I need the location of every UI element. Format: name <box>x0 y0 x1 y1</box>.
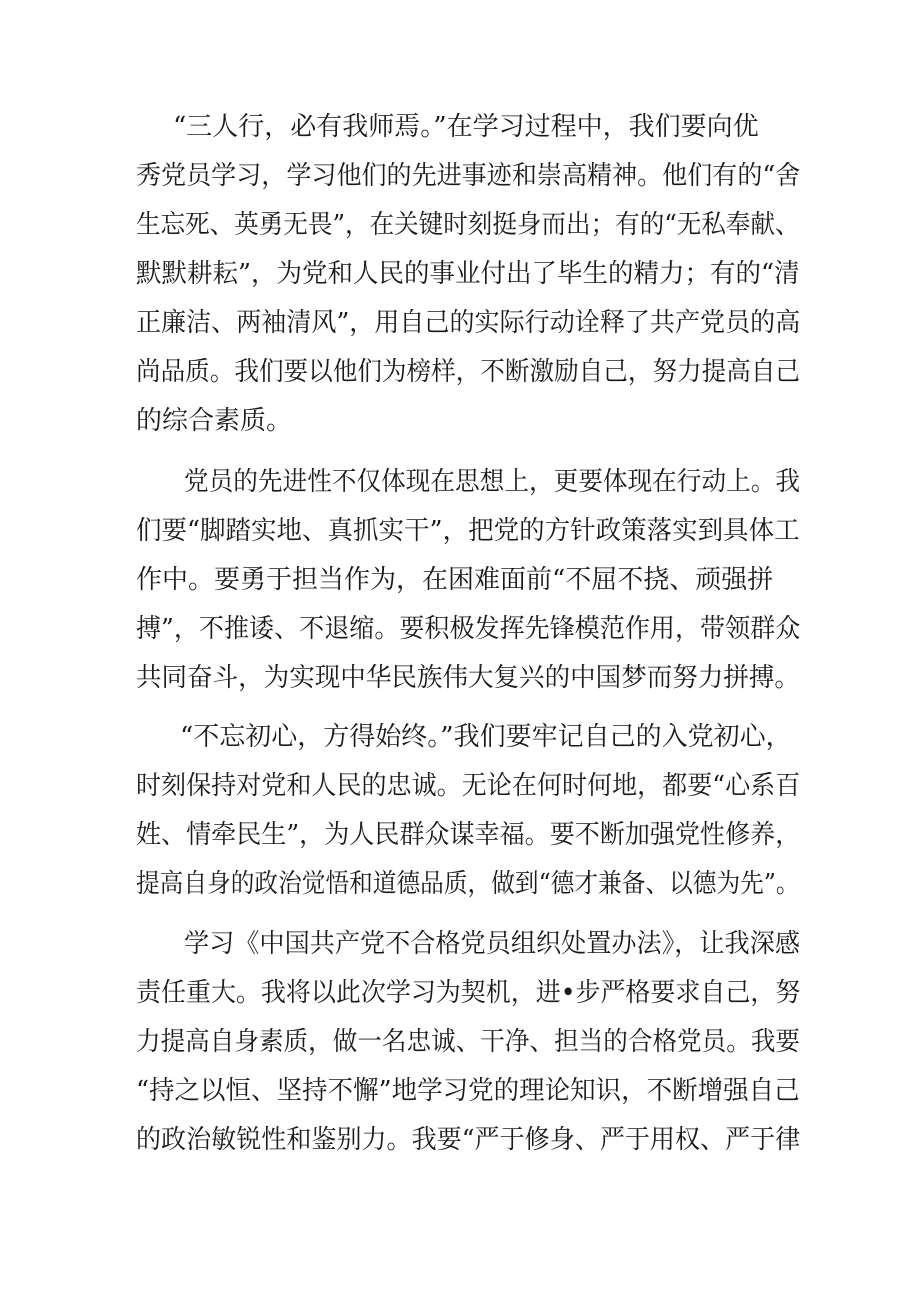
text-line: 作中。要勇于担当作为，在困难面前“不屈不挠、顽强拼 <box>136 565 774 595</box>
text-line: 默默耕耘”，为党和人民的事业付出了毕生的精力；有的“清 <box>136 259 800 289</box>
text-line: 党员的先进性不仅体现在思想上，更要体现在行动上。我 <box>184 467 801 497</box>
text-line: “不忘初心，方得始终。”我们要牢记自己的入党初心， <box>180 722 792 752</box>
text-line: 力提高自身素质，做一名忠诚、干净、担当的合格党员。我要 <box>136 1027 801 1057</box>
text-line: 共同奋斗，为实现中华民族伟大复兴的中国梦而努力拼搏。 <box>136 663 800 693</box>
text-line: 生忘死、英勇无畏”，在关键时刻挺身而出；有的“无私奉献、 <box>136 210 800 240</box>
text-line: 提高自身的政治觉悟和道德品质，做到“德才兼备、以德为先”。 <box>136 869 800 899</box>
text-line: 学习《中国共产党不合格党员组织处置办法》，让我深感 <box>184 929 800 959</box>
text-line: “三人行，必有我师焉。”在学习过程中，我们要向优 <box>173 112 759 142</box>
text-line: “持之以恒、坚持不懈”地学习党的理论知识，不断增强自己 <box>136 1076 800 1106</box>
text-line: 的综合素质。 <box>136 406 293 436</box>
text-line: 责任重大。我将以此次学习为契机，进•步严格要求自己，努 <box>136 978 801 1008</box>
text-line: 们要“脚踏实地、真抓实干”，把党的方针政策落实到具体工 <box>136 516 800 546</box>
text-line: 尚品质。我们要以他们为榜样，不断激励自己，努力提高自己 <box>136 357 801 387</box>
text-line: 的政治敏锐性和鉴别力。我要“严于修身、严于用权、严于律 <box>136 1125 801 1155</box>
text-line: 姓、情牵民生”，为人民群众谋幸福。要不断加强党性修养， <box>136 820 801 850</box>
text-line: 时刻保持对党和人民的忠诚。无论在何时何地，都要“心系百 <box>136 771 801 801</box>
text-line: 正廉洁、两袖清风”，用自己的实际行动诠释了共产党员的高 <box>136 308 801 338</box>
text-line: 搏”，不推诿、不退缩。要积极发挥先锋模范作用，带领群众 <box>136 614 801 644</box>
text-line: 秀党员学习，学习他们的先进事迹和崇高精神。他们有的“舍 <box>136 161 801 191</box>
